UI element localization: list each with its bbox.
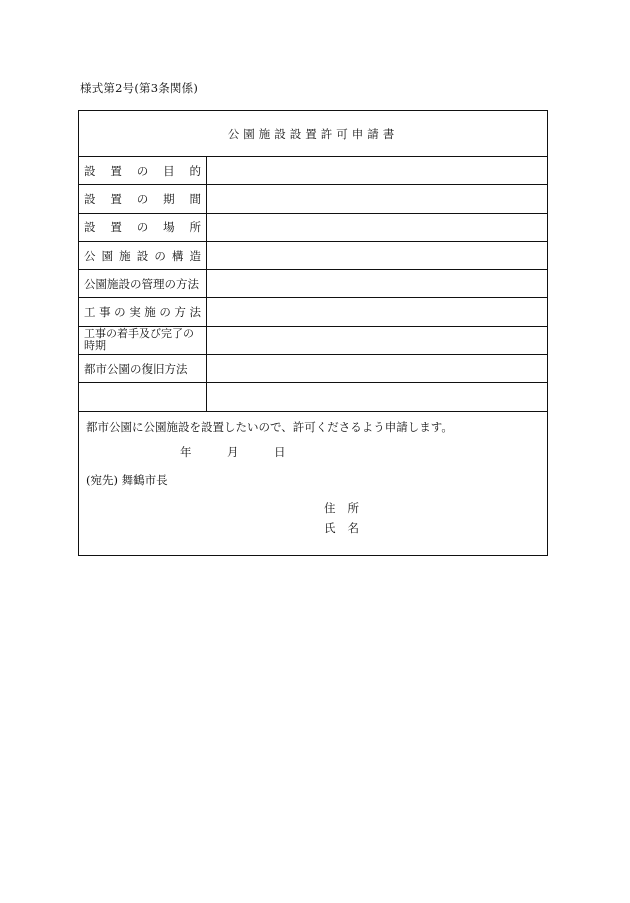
field-label-char: 的 (189, 163, 201, 178)
field-label-char: 置 (110, 191, 122, 206)
field-label-char: 設 (84, 220, 96, 235)
application-form (78, 110, 548, 556)
field-label-char: 法 (189, 305, 201, 320)
date-month: 月 (227, 444, 239, 459)
field-label-char: 方 (174, 305, 186, 320)
field-label-char: 施 (144, 305, 156, 320)
field-label-char: 設 (136, 248, 149, 263)
field-value-purpose[interactable] (207, 157, 547, 184)
field-row-construction-method (79, 298, 547, 326)
field-label-char: 事 (99, 305, 111, 320)
field-label-purpose (79, 157, 207, 184)
form-number: 様式第2号(第3条関係) (80, 81, 199, 95)
field-label-char: の (114, 305, 126, 320)
field-label-char: の (136, 163, 149, 178)
field-label-char: 公 (84, 248, 96, 263)
field-label-char: 置 (110, 163, 122, 178)
field-value-location[interactable] (207, 214, 547, 241)
field-row-location (79, 214, 547, 242)
field-label-management: 公園施設の管理の方法 (79, 270, 207, 297)
field-label-blank (79, 383, 207, 410)
field-value-construction-timing[interactable] (207, 327, 547, 354)
field-label-char: 所 (189, 220, 201, 235)
field-label-char: 設 (84, 163, 96, 178)
application-statement: 都市公園に公園施設を設置したいので、許可くださるよう申請します。 (86, 419, 453, 434)
field-label-char: 施 (119, 248, 131, 263)
field-row-purpose (79, 157, 547, 185)
applicant-address-label: 住所 (324, 500, 371, 515)
field-row-blank (79, 383, 547, 411)
applicant-name-label: 氏名 (324, 520, 371, 535)
date-day: 日 (274, 444, 286, 459)
field-row-period (79, 185, 547, 213)
date-year: 年 (180, 444, 192, 459)
field-label-char: 置 (110, 220, 122, 235)
field-label-char: 工 (84, 305, 96, 320)
form-title: 公園施設設置許可申請書 (79, 111, 547, 157)
field-label-construction-timing: 工事の着手及び完了の時期 (79, 327, 207, 354)
field-label-char: の (136, 191, 149, 206)
field-label-char: 目 (163, 163, 175, 178)
statement-area (79, 412, 547, 557)
field-label-char: 場 (163, 220, 175, 235)
field-row-structure (79, 242, 547, 270)
field-label-char: 期 (163, 191, 175, 206)
field-label-restoration: 都市公園の復旧方法 (79, 355, 207, 382)
field-label-char: 実 (129, 305, 141, 320)
field-value-construction-method[interactable] (207, 298, 547, 325)
field-label-period (79, 185, 207, 212)
field-value-period[interactable] (207, 185, 547, 212)
field-label-char: 設 (84, 191, 96, 206)
field-label-char: 園 (101, 248, 114, 263)
addressee: (宛先) 舞鶴市長 (86, 472, 168, 487)
field-row-construction-timing (79, 327, 547, 355)
field-label-char: の (159, 305, 171, 320)
field-value-structure[interactable] (207, 242, 547, 269)
field-label-char: 構 (171, 248, 184, 263)
field-row-restoration (79, 355, 547, 383)
field-label-char: の (136, 220, 149, 235)
field-value-management[interactable] (207, 270, 547, 297)
field-label-structure (79, 242, 207, 269)
field-label-char: 造 (189, 248, 201, 263)
field-label-char: の (154, 248, 166, 263)
field-row-management (79, 270, 547, 298)
field-label-char: 間 (189, 191, 201, 206)
field-label-construction-method (79, 298, 207, 325)
field-value-restoration[interactable] (207, 355, 547, 382)
field-value-blank[interactable] (207, 383, 547, 410)
field-label-location (79, 214, 207, 241)
